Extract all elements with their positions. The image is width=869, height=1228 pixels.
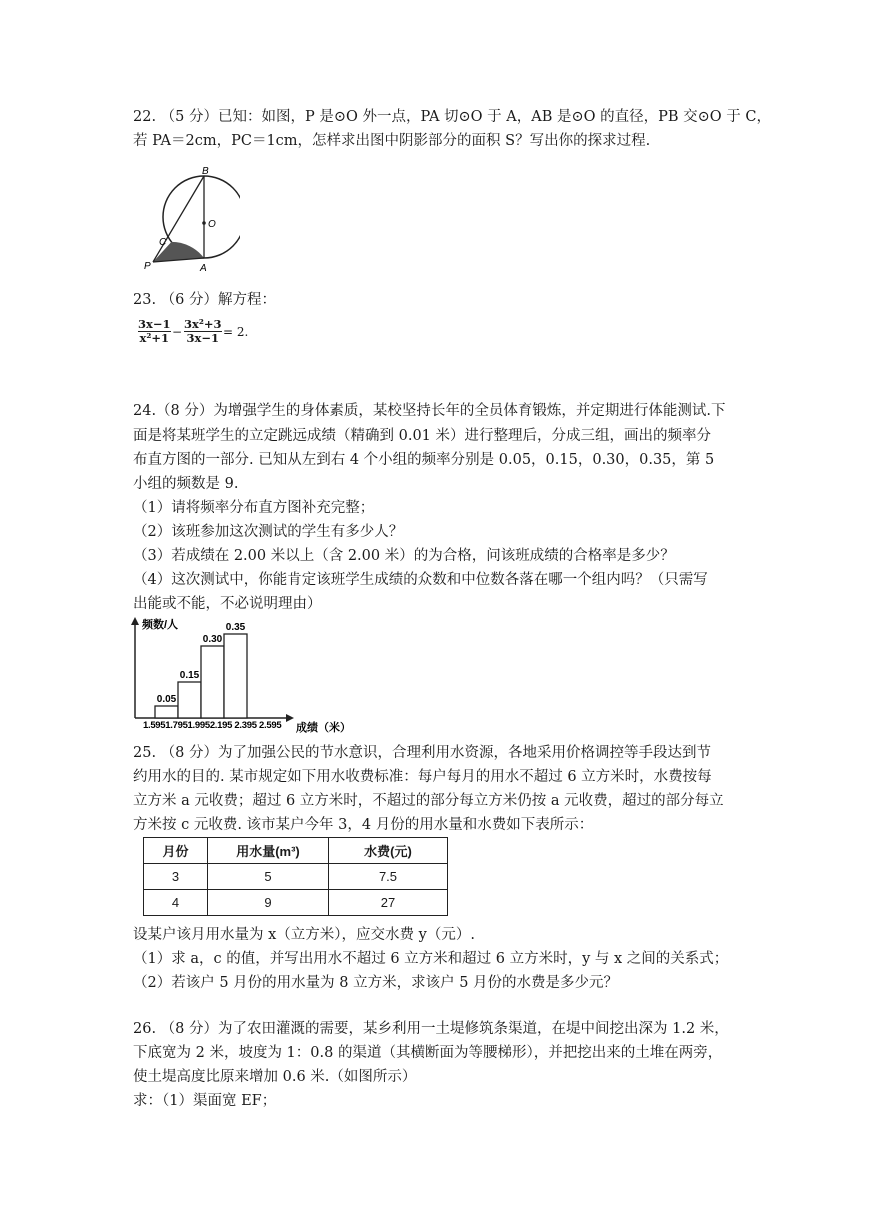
q24-line: 小组的频数是 9. [133,476,239,492]
histogram-bar [224,634,247,718]
x-axis-arrow [286,714,294,722]
x-axis-label: 成绩（米） [296,722,351,734]
bar-value-label: 0.30 [202,634,223,645]
histogram-bar [155,706,178,718]
q24-line: （2）该班参加这次测试的学生有多少人？ [133,524,404,540]
q24-line: （4）这次测试中，你能肯定该班学生成绩的众数和中位数各落在哪一个组内吗？（只需写 [133,572,708,588]
histogram-bar [201,646,224,718]
histogram-bar [178,682,201,718]
q24-line: 面是将某班学生的立定跳远成绩（精确到 0.01 米）进行整理后，分成三组，画出的频率分 [133,428,711,444]
q25-after-line: （1）求 a，c 的值，并写出用水不超过 6 立方米和超过 6 立方米时，y 与 x 之间的关系式； [133,951,729,967]
label-o: O [208,219,216,230]
label-p: P [144,261,151,272]
table-row [144,864,448,890]
q22-line-2: 若 PA＝2cm，PC＝1cm，怎样求出图中阴影部分的面积 S？写出你的探求过程. [133,133,651,149]
table-cell: 5 [208,864,329,890]
fraction-2 [184,318,222,345]
q26-line: 下底宽为 2 米，坡度为 1：0.8 的渠道（其横断面为等腰梯形），并把挖出来的土堆在两旁， [133,1045,723,1061]
q24-line: 24.（8 分）为增强学生的身体素质，某校坚持长年的全员体育锻炼，并定期进行体能测试.下 [133,403,726,419]
table-cell: 27 [329,890,448,916]
table-cell: 9 [208,890,329,916]
fraction-1-numerator: 3x−1 [138,317,171,331]
header-month: 月份 [144,838,208,864]
q26-line: 求：（1）渠面宽 EF； [133,1093,277,1109]
q25-line: 25. （8 分）为了加强公民的节水意识，合理利用水资源，各地采用价格调控等手段达到节 [133,745,711,761]
table-header-row [144,838,448,864]
table-cell: 3 [144,864,208,890]
label-b: B [202,166,209,177]
water-usage-table [143,837,448,916]
bar-value-label: 0.15 [179,670,200,681]
minus-sign: − [172,325,183,339]
q26-line: 26. （8 分）为了农田灌溉的需要，某乡利用一土堤修筑条渠道，在堤中间挖出深为 1.2 米， [133,1021,729,1037]
q25-after-line: （2）若该户 5 月份的用水量为 8 立方米，求该户 5 月份的水费是多少元？ [133,975,619,991]
table-row [144,890,448,916]
q25-line: 立方米 a 元收费；超过 6 立方米时，不超过的部分每立方米仍按 a 元收费，超过的部分每立 [133,793,724,809]
label-a: A [200,263,207,274]
q25-line: 约用水的目的. 某市规定如下用水收费标准：每户每月的用水不超过 6 立方米时，水费按每 [133,769,712,785]
table-cell: 4 [144,890,208,916]
fraction-1 [138,318,171,345]
fraction-2-numerator: 3x²+3 [184,317,222,331]
header-fee: 水费(元) [329,838,448,864]
q24-line: 布直方图的一部分. 已知从左到右 4 个小组的频率分别是 0.05，0.15，0.30，0.35，第 5 [133,452,715,468]
bar-value-label: 0.35 [225,622,246,633]
label-c: C [159,237,167,248]
q24-line: （3）若成绩在 2.00 米以上（含 2.00 米）的为合格，问该班成绩的合格率是多少？ [133,548,675,564]
y-axis-arrow [131,617,139,625]
header-usage: 用水量(m³) [208,838,329,864]
equation-rhs: = 2. [223,325,249,339]
y-axis-label: 频数/人 [142,619,179,631]
q24-line: （1）请将频率分布直方图补充完整； [133,500,375,516]
fraction-1-denominator: x²+1 [139,331,170,345]
q25-line: 方米按 c 元收费. 该市某户今年 3，4 月份的用水量和水费如下表所示： [133,817,594,833]
table-cell: 7.5 [329,864,448,890]
frequency-histogram [120,615,370,735]
q23-line-1: 23. （6 分）解方程： [133,292,277,308]
bar-value-label: 0.05 [156,694,177,705]
q26-line: 使土堤高度比原来增加 0.6 米.（如图所示） [133,1069,417,1085]
x-tick-labels: 1.5951.7951.9952.195 2.395 2.595 [143,720,282,731]
fraction-2-denominator: 3x−1 [186,331,220,345]
center-point [202,221,206,225]
q22-line-1: 22. （5 分）已知：如图，P 是⊙O 外一点，PA 切⊙O 于 A，AB 是⊙O 的直径，PB 交⊙O 于 C， [133,109,771,125]
q24-line: 出能或不能，不必说明理由） [133,596,322,612]
q22-circle-figure [140,165,240,277]
q25-after-line: 设某户该月用水量为 x（立方米），应交水费 y（元）. [133,927,475,943]
